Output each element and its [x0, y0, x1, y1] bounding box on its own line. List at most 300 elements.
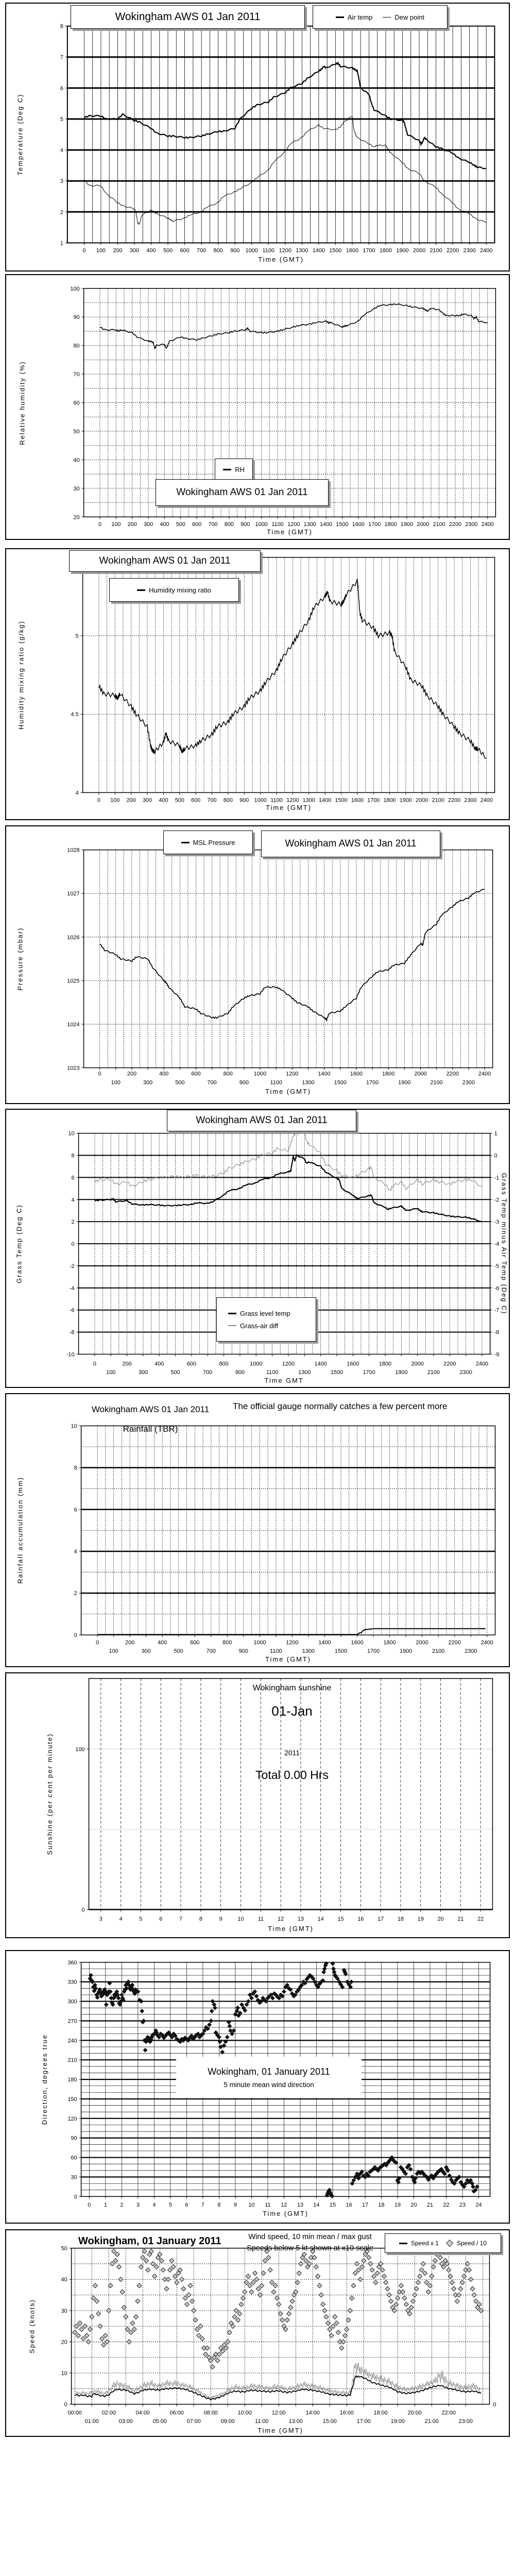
svg-text:0: 0	[98, 521, 102, 528]
svg-text:0: 0	[74, 2194, 77, 2200]
svg-text:12: 12	[278, 1916, 284, 1923]
svg-text:0: 0	[71, 1241, 75, 1248]
svg-text:10: 10	[237, 1916, 244, 1923]
chart-title: Wokingham AWS 01 Jan 2011	[176, 487, 308, 498]
svg-text:700: 700	[207, 797, 217, 804]
svg-text:100: 100	[75, 1746, 85, 1753]
svg-text:14: 14	[313, 2202, 320, 2209]
svg-text:18:00: 18:00	[373, 2410, 388, 2416]
svg-text:40: 40	[61, 2277, 67, 2283]
svg-text:1000: 1000	[253, 1639, 266, 1646]
svg-text:0: 0	[97, 797, 100, 804]
svg-text:11: 11	[258, 1916, 264, 1923]
chart-title-box	[71, 5, 305, 29]
svg-text:100: 100	[106, 1369, 116, 1376]
svg-text:1500: 1500	[330, 1369, 344, 1376]
svg-text:16: 16	[357, 1916, 364, 1923]
svg-text:90: 90	[73, 314, 80, 321]
svg-text:1200: 1200	[287, 521, 300, 528]
svg-text:1200: 1200	[282, 1361, 295, 1367]
chart-subtitle: Rainfall (TBR)	[123, 1424, 178, 1434]
svg-text:1700: 1700	[367, 797, 380, 804]
svg-text:10: 10	[71, 1423, 77, 1430]
svg-text:4: 4	[71, 1197, 75, 1204]
svg-text:40: 40	[73, 457, 80, 464]
svg-text:120: 120	[67, 2115, 77, 2122]
svg-text:20: 20	[410, 2202, 417, 2209]
svg-text:600: 600	[190, 1639, 200, 1646]
svg-text:Grass Temp (Deg C): Grass Temp (Deg C)	[15, 1204, 23, 1283]
chart-title: Wokingham, 01 January 2011	[78, 2235, 221, 2247]
svg-text:10: 10	[248, 2202, 255, 2209]
svg-text:1700: 1700	[363, 1369, 375, 1376]
svg-text:01:00: 01:00	[84, 2418, 99, 2425]
svg-text:2400: 2400	[480, 1639, 493, 1646]
svg-text:23: 23	[459, 2202, 466, 2209]
svg-text:1500: 1500	[334, 1648, 348, 1655]
svg-text:16:00: 16:00	[339, 2410, 354, 2416]
svg-text:Sunshine (per cent per minute): Sunshine (per cent per minute)	[46, 1733, 54, 1855]
svg-text:07:00: 07:00	[186, 2418, 201, 2425]
svg-text:500: 500	[163, 247, 173, 254]
svg-text:900: 900	[230, 247, 240, 254]
svg-text:1: 1	[60, 240, 63, 247]
svg-text:0: 0	[96, 1639, 99, 1646]
svg-text:Humidity mixing ratio (g/kg): Humidity mixing ratio (g/kg)	[17, 620, 25, 730]
svg-text:9: 9	[233, 2202, 237, 2209]
chart-legend	[109, 578, 239, 602]
svg-text:2200: 2200	[443, 1361, 456, 1367]
svg-text:Time (GMT): Time (GMT)	[268, 1925, 314, 1933]
svg-text:12: 12	[281, 2202, 287, 2209]
svg-text:14:00: 14:00	[305, 2410, 320, 2416]
svg-text:2400: 2400	[480, 247, 493, 254]
svg-text:900: 900	[235, 1369, 245, 1376]
sunshine-title: Wokingham sunshine	[252, 1684, 332, 1692]
svg-text:-8: -8	[69, 1329, 75, 1336]
svg-text:19: 19	[417, 1916, 424, 1923]
svg-text:1100: 1100	[270, 1079, 282, 1086]
svg-text:1700: 1700	[367, 1648, 380, 1655]
relative-humidity-chart-card	[5, 274, 510, 540]
svg-text:1600: 1600	[347, 1361, 359, 1367]
svg-text:80: 80	[73, 343, 80, 349]
svg-text:400: 400	[158, 1639, 167, 1646]
svg-text:100: 100	[96, 247, 106, 254]
svg-text:09:00: 09:00	[220, 2418, 235, 2425]
svg-text:8: 8	[74, 1465, 77, 1471]
svg-text:300: 300	[138, 1369, 148, 1376]
svg-text:1000: 1000	[250, 1361, 263, 1367]
svg-text:3: 3	[99, 1916, 102, 1923]
chart-legend	[163, 831, 253, 854]
svg-text:800: 800	[224, 521, 234, 528]
svg-text:23:00: 23:00	[458, 2418, 473, 2425]
svg-text:300: 300	[142, 797, 152, 804]
svg-text:1100: 1100	[271, 521, 284, 528]
svg-text:2200: 2200	[448, 797, 461, 804]
rainfall-chart-card	[5, 1393, 510, 1667]
svg-text:800: 800	[219, 1361, 229, 1367]
svg-text:2100: 2100	[430, 1079, 443, 1086]
svg-text:900: 900	[239, 1079, 249, 1086]
svg-text:2: 2	[60, 209, 63, 216]
speed-div10-diamond-swatch	[446, 2240, 453, 2247]
svg-text:2100: 2100	[432, 1648, 445, 1655]
svg-text:17:00: 17:00	[356, 2418, 371, 2425]
svg-text:1600: 1600	[352, 521, 365, 528]
svg-text:Time (GMT): Time (GMT)	[266, 804, 312, 812]
svg-text:20: 20	[73, 514, 80, 521]
svg-text:400: 400	[159, 797, 168, 804]
svg-text:4: 4	[60, 147, 63, 154]
svg-text:1027: 1027	[67, 891, 80, 897]
svg-text:1023: 1023	[67, 1065, 80, 1072]
svg-text:1400: 1400	[312, 247, 325, 254]
svg-text:800: 800	[223, 1071, 233, 1077]
svg-text:2: 2	[74, 1590, 77, 1597]
svg-text:100: 100	[111, 521, 121, 528]
svg-text:2300: 2300	[459, 1369, 472, 1376]
svg-text:30: 30	[61, 2308, 67, 2314]
svg-text:03:00: 03:00	[118, 2418, 133, 2425]
svg-text:1200: 1200	[286, 1639, 299, 1646]
svg-text:1800: 1800	[383, 797, 396, 804]
svg-text:Time (GMT): Time (GMT)	[258, 2427, 303, 2435]
svg-text:50: 50	[61, 2245, 67, 2252]
svg-text:00:00: 00:00	[67, 2410, 82, 2416]
svg-text:900: 900	[241, 521, 250, 528]
svg-text:1600: 1600	[346, 247, 359, 254]
svg-text:-7: -7	[494, 1307, 500, 1314]
svg-text:900: 900	[238, 1648, 248, 1655]
svg-text:1900: 1900	[399, 1648, 413, 1655]
svg-text:21:00: 21:00	[424, 2418, 439, 2425]
gauge-annotation: The official gauge normally catches a few percent more	[233, 1401, 448, 1411]
svg-text:1800: 1800	[379, 1361, 392, 1367]
svg-text:15: 15	[337, 1916, 344, 1923]
chart-title-box	[156, 479, 329, 506]
svg-text:2200: 2200	[446, 1071, 459, 1077]
svg-text:500: 500	[175, 1079, 185, 1086]
svg-text:10: 10	[61, 2370, 67, 2377]
svg-text:2400: 2400	[475, 1361, 489, 1367]
svg-text:4: 4	[74, 1549, 77, 1555]
svg-text:1700: 1700	[363, 247, 375, 254]
svg-text:5: 5	[60, 116, 63, 123]
chart-legend	[313, 5, 448, 29]
svg-text:20: 20	[437, 1916, 444, 1923]
chart-title: Wokingham AWS 01 Jan 2011	[285, 838, 417, 849]
svg-text:1300: 1300	[302, 797, 315, 804]
svg-text:100: 100	[70, 285, 80, 292]
svg-text:6: 6	[71, 1175, 75, 1181]
svg-text:4: 4	[152, 2202, 156, 2209]
svg-text:200: 200	[122, 1361, 132, 1367]
svg-text:-3: -3	[494, 1219, 500, 1226]
svg-text:13: 13	[297, 1916, 304, 1923]
sunshine-chart-card	[5, 1672, 510, 1938]
svg-text:1000: 1000	[253, 1071, 267, 1077]
svg-text:0: 0	[98, 1071, 101, 1077]
svg-text:1: 1	[104, 2202, 107, 2209]
svg-text:1000: 1000	[255, 521, 268, 528]
svg-text:1500: 1500	[335, 797, 348, 804]
legend-label: MSL Pressure	[193, 838, 235, 846]
svg-text:Time (GMT): Time (GMT)	[267, 528, 313, 536]
svg-text:1900: 1900	[395, 1369, 408, 1376]
chart-title: Wokingham AWS 01 Jan 2011	[91, 1404, 210, 1414]
svg-text:300: 300	[143, 521, 153, 528]
svg-text:1028: 1028	[67, 847, 80, 854]
svg-text:2000: 2000	[411, 1361, 424, 1367]
svg-text:02:00: 02:00	[101, 2410, 116, 2416]
svg-text:6: 6	[60, 85, 63, 92]
svg-text:1300: 1300	[303, 521, 316, 528]
svg-text:13: 13	[297, 2202, 304, 2209]
svg-text:2100: 2100	[432, 797, 444, 804]
svg-text:500: 500	[174, 1648, 183, 1655]
svg-text:100: 100	[110, 797, 120, 804]
svg-text:-8: -8	[494, 1329, 500, 1336]
svg-text:600: 600	[191, 1071, 201, 1077]
svg-text:600: 600	[191, 797, 201, 804]
legend-label: RH	[235, 465, 245, 473]
svg-text:90: 90	[71, 2135, 77, 2142]
svg-text:-6: -6	[69, 1307, 75, 1314]
svg-text:60: 60	[71, 2155, 77, 2161]
mixing-ratio-line-swatch	[137, 589, 145, 591]
chart-subtitle-1: Wind speed, 10 min mean / max gust	[248, 2233, 372, 2241]
svg-text:11: 11	[265, 2202, 271, 2209]
svg-text:100: 100	[109, 1648, 118, 1655]
svg-text:4: 4	[75, 790, 79, 796]
svg-text:1000: 1000	[254, 797, 267, 804]
svg-text:30: 30	[71, 2174, 77, 2181]
svg-text:11:00: 11:00	[255, 2418, 269, 2425]
svg-text:600: 600	[180, 247, 190, 254]
sunshine-total: Total 0.00 Hrs	[255, 1768, 329, 1782]
svg-text:1600: 1600	[350, 1071, 363, 1077]
chart-subtitle: 5 minute mean wind direction	[224, 2080, 314, 2089]
svg-text:-5: -5	[494, 1263, 500, 1269]
svg-text:8: 8	[71, 1153, 75, 1159]
svg-text:19: 19	[394, 2202, 401, 2209]
legend-label: Air temp	[347, 13, 373, 21]
svg-text:0: 0	[64, 2401, 67, 2408]
svg-text:240: 240	[67, 2038, 77, 2044]
svg-text:360: 360	[67, 1959, 77, 1966]
svg-text:500: 500	[170, 1369, 180, 1376]
svg-text:500: 500	[175, 797, 184, 804]
svg-text:2: 2	[71, 1219, 75, 1226]
svg-text:24: 24	[475, 2202, 482, 2209]
chart-legend	[215, 459, 253, 480]
svg-text:22: 22	[477, 1916, 484, 1923]
svg-text:1800: 1800	[383, 1639, 396, 1646]
svg-text:800: 800	[222, 1639, 232, 1646]
svg-text:-10: -10	[66, 1351, 75, 1358]
svg-text:2100: 2100	[430, 247, 442, 254]
svg-text:Time (GMT): Time (GMT)	[258, 256, 304, 264]
svg-text:17: 17	[377, 1916, 384, 1923]
grass-temp-chart-card	[5, 1109, 510, 1388]
svg-text:7: 7	[60, 54, 63, 61]
svg-text:800: 800	[213, 247, 223, 254]
svg-text:2200: 2200	[446, 247, 459, 254]
svg-text:1500: 1500	[334, 1079, 347, 1086]
svg-text:1200: 1200	[286, 1071, 299, 1077]
dew-point-line-swatch	[383, 17, 391, 18]
speed-x1-line-swatch	[399, 2243, 407, 2244]
legend-label: Humidity mixing ratio	[149, 586, 211, 594]
svg-text:1800: 1800	[379, 247, 392, 254]
svg-text:5: 5	[75, 633, 79, 640]
svg-text:1200: 1200	[286, 797, 299, 804]
svg-text:1600: 1600	[351, 797, 364, 804]
svg-text:1400: 1400	[314, 1361, 327, 1367]
sunshine-year: 2011	[284, 1749, 300, 1757]
svg-text:0: 0	[74, 1632, 77, 1639]
svg-text:15:00: 15:00	[322, 2418, 337, 2425]
svg-text:Time (GMT): Time (GMT)	[265, 1655, 311, 1664]
mixing-ratio-chart-card	[5, 548, 510, 820]
svg-text:8: 8	[217, 2202, 221, 2209]
svg-text:05:00: 05:00	[152, 2418, 167, 2425]
svg-text:10: 10	[68, 1130, 75, 1137]
chart-title-box	[69, 550, 261, 572]
wind-speed-chart-card	[5, 2229, 510, 2437]
svg-text:2: 2	[120, 2202, 124, 2209]
svg-text:1900: 1900	[400, 521, 414, 528]
svg-text:0: 0	[493, 2401, 496, 2408]
svg-text:1026: 1026	[67, 934, 80, 941]
grass-temp-plot	[6, 1110, 509, 1387]
svg-text:0: 0	[93, 1361, 96, 1367]
svg-text:300: 300	[67, 1998, 77, 2005]
svg-text:14: 14	[317, 1916, 324, 1923]
svg-text:-2: -2	[494, 1197, 500, 1204]
svg-text:800: 800	[223, 797, 233, 804]
svg-text:18: 18	[397, 1916, 404, 1923]
svg-text:1400: 1400	[318, 1639, 331, 1646]
svg-text:1100: 1100	[270, 797, 283, 804]
svg-text:2300: 2300	[462, 1079, 475, 1086]
svg-text:2300: 2300	[465, 1648, 477, 1655]
svg-text:1900: 1900	[396, 247, 409, 254]
svg-text:2000: 2000	[416, 797, 428, 804]
svg-text:-4: -4	[494, 1241, 500, 1248]
svg-text:400: 400	[146, 247, 156, 254]
svg-text:5: 5	[139, 1916, 143, 1923]
svg-text:1200: 1200	[279, 247, 291, 254]
svg-text:16: 16	[346, 2202, 352, 2209]
svg-text:200: 200	[126, 797, 136, 804]
svg-text:Grass Temp minus Air Temp (Deg: Grass Temp minus Air Temp (Deg C)	[500, 1173, 508, 1315]
svg-text:700: 700	[197, 247, 207, 254]
rh-line-swatch	[223, 469, 231, 470]
svg-text:1024: 1024	[67, 1021, 80, 1028]
msl-pressure-line-swatch	[181, 842, 190, 843]
temperature-plot	[6, 4, 509, 270]
svg-text:1400: 1400	[318, 1071, 331, 1077]
svg-text:-6: -6	[494, 1285, 500, 1292]
svg-text:1600: 1600	[351, 1639, 364, 1646]
svg-text:1500: 1500	[336, 521, 349, 528]
chart-title-box	[167, 1110, 356, 1131]
svg-text:13:00: 13:00	[288, 2418, 303, 2425]
svg-text:4: 4	[119, 1916, 123, 1923]
svg-text:1100: 1100	[262, 247, 274, 254]
svg-text:2300: 2300	[464, 797, 477, 804]
pressure-chart-card	[5, 825, 510, 1104]
svg-text:300: 300	[141, 1648, 151, 1655]
svg-text:-1: -1	[494, 1175, 500, 1181]
svg-text:19:00: 19:00	[390, 2418, 405, 2425]
svg-text:20: 20	[61, 2339, 67, 2346]
svg-text:2300: 2300	[465, 521, 478, 528]
svg-text:1100: 1100	[266, 1369, 279, 1376]
svg-text:Temperature (Deg C): Temperature (Deg C)	[16, 93, 24, 176]
svg-text:2100: 2100	[433, 521, 445, 528]
svg-text:70: 70	[73, 371, 80, 378]
svg-text:0: 0	[88, 2202, 91, 2209]
legend-label: Speed x 1	[410, 2240, 439, 2247]
svg-text:300: 300	[143, 1079, 153, 1086]
svg-text:21: 21	[426, 2202, 434, 2209]
svg-text:1800: 1800	[384, 521, 397, 528]
chart-legend	[216, 1297, 316, 1342]
sunshine-date: 01-Jan	[271, 1703, 313, 1719]
svg-text:-2: -2	[69, 1263, 75, 1269]
svg-text:10:00: 10:00	[237, 2410, 252, 2416]
legend-label: Dew point	[394, 13, 425, 21]
svg-text:500: 500	[176, 521, 185, 528]
svg-text:3: 3	[136, 2202, 140, 2209]
legend-label: Grass level temp	[240, 1309, 290, 1317]
svg-text:1400: 1400	[319, 521, 333, 528]
svg-text:20:00: 20:00	[407, 2410, 422, 2416]
svg-text:200: 200	[113, 247, 123, 254]
svg-text:2000: 2000	[413, 247, 426, 254]
svg-text:1700: 1700	[368, 521, 381, 528]
svg-text:8: 8	[199, 1916, 202, 1923]
svg-text:1900: 1900	[398, 1079, 411, 1086]
svg-text:2400: 2400	[478, 1071, 491, 1077]
chart-title-box	[261, 831, 440, 857]
chart-title: Wokingham, 01 January 2011	[208, 2066, 330, 2077]
legend-label: Speed / 10	[456, 2240, 487, 2247]
svg-text:2400: 2400	[480, 797, 493, 804]
svg-text:4.5: 4.5	[71, 711, 79, 718]
svg-text:Time (GMT): Time (GMT)	[263, 2210, 308, 2218]
svg-text:Time GMT: Time GMT	[264, 1377, 304, 1385]
svg-text:60: 60	[73, 400, 80, 406]
svg-text:2300: 2300	[463, 247, 476, 254]
svg-text:8: 8	[60, 23, 63, 30]
svg-text:1400: 1400	[318, 797, 332, 804]
svg-text:2400: 2400	[481, 521, 494, 528]
svg-text:Time (GMT): Time (GMT)	[265, 1088, 311, 1096]
svg-text:15: 15	[329, 2202, 336, 2209]
svg-text:30: 30	[73, 485, 80, 492]
svg-text:270: 270	[67, 2018, 77, 2025]
svg-text:6: 6	[185, 2202, 188, 2209]
chart-title: Wokingham AWS 01 Jan 2011	[115, 11, 261, 23]
chart-subtitle-2: Speeds below 5 kt shown at x10 scale	[247, 2244, 373, 2252]
svg-text:0: 0	[82, 247, 86, 254]
svg-text:7: 7	[179, 1916, 183, 1923]
